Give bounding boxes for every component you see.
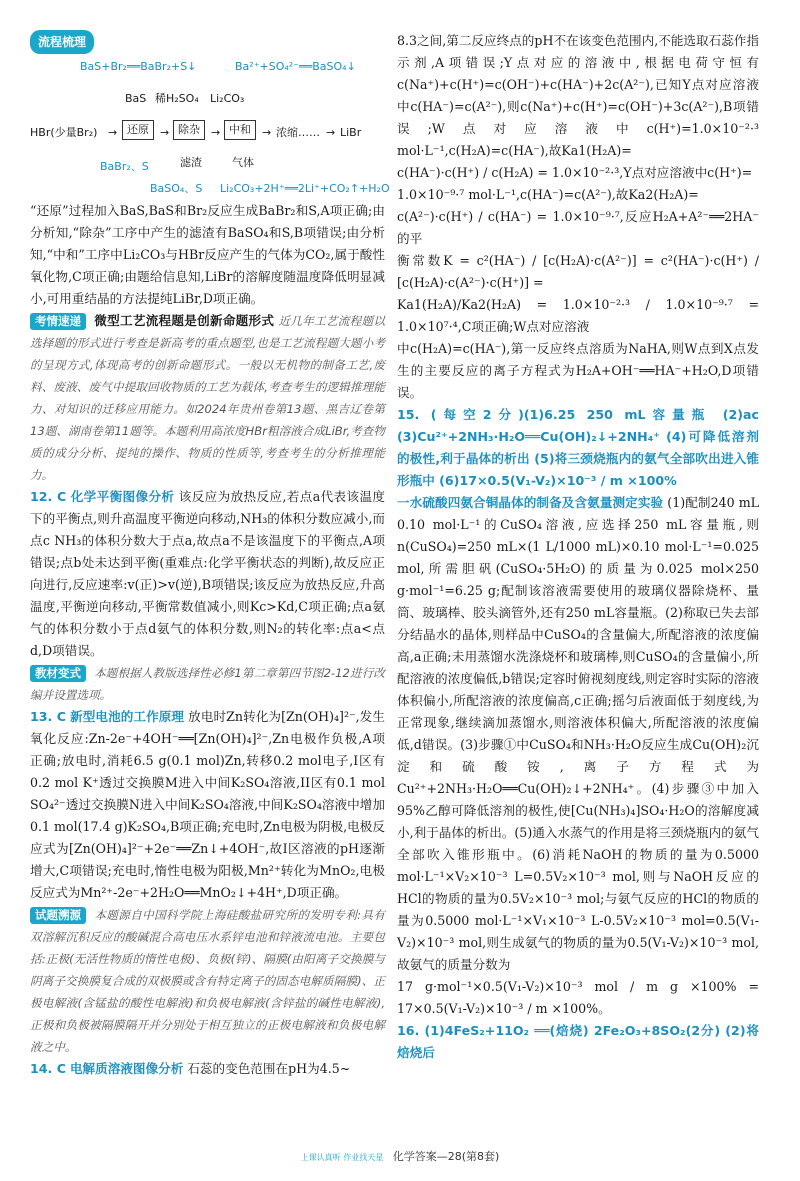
flow-out-babr2: BaBr₂、S bbox=[100, 160, 149, 173]
q15-block bbox=[397, 492, 759, 976]
q14-topic: 电解质溶液图像分析 bbox=[69, 1061, 184, 1076]
flow-out-residue: 滤渣 bbox=[180, 156, 202, 169]
q15-answer: 15. (每空2分)(1)6.25 250 mL容量瓶 (2)ac (3)Cu²⁺+2NH₃·H₂O══Cu(OH)₂↓+2NH₄⁺ (4)可降低溶剂的极性,利于晶体的析出 (5)将三颈烧瓶内的氨气全部吹出进入锥形瓶中 (6)17×0.5(V₁-V₂)×10⁻³ / m ×100% bbox=[397, 407, 759, 488]
textbook-variant-tag: 教材变式 bbox=[30, 665, 86, 682]
source-text: 本题源自中国科学院上海硅酸盐研究所的发明专利:具有双溶解沉积反应的酸碱混合高电压水系锌电池和锌液流电池。主要包括:正极(无活性物质的惰性电极)、负极(锌)、隔膜(由阳离子交换膜与阴离子交换膜复合成的双极膜或含有特定离子的固态电解质隔膜)、正极电解液(含锰盐的酸性电解液)和负极电解液(含锌盐的碱性电解液),正极和负极被隔膜隔开并分别处于相互独立的正极电解液和负极电解液之中。 bbox=[30, 908, 385, 1054]
q13-number: 13. C bbox=[30, 709, 67, 724]
exam-trend-block bbox=[30, 310, 385, 486]
q14-eq-ka2: c(A²⁻)·c(H⁺) / c(HA⁻) = 1.0×10⁻⁹·⁷,反应H₂A+A²⁻══2HA⁻的平 bbox=[397, 209, 759, 246]
q15-topic: 一水硫酸四氨合铜晶体的制备及含氨量测定实验 bbox=[397, 495, 664, 510]
source-tag: 试题溯源 bbox=[30, 907, 86, 924]
footer-page-label: 化学答案—28(第8套) bbox=[392, 1150, 500, 1163]
right-column bbox=[397, 30, 759, 1064]
exam-trend-title: 微型工艺流程题是创新命题形式 bbox=[94, 313, 275, 328]
flow-eq-top-right: Ba²⁺+SO₄²⁻══BaSO₄↓ bbox=[235, 60, 356, 73]
page-footer bbox=[0, 1148, 800, 1164]
textbook-variant-block bbox=[30, 662, 385, 706]
q12-number: 12. C bbox=[30, 489, 67, 504]
flow-step-purify: 除杂 bbox=[173, 120, 205, 140]
flow-product: LiBr bbox=[340, 126, 362, 139]
flow-reagent-h2so4: 稀H₂SO₄ bbox=[155, 92, 199, 105]
flow-reagent-li2co3: Li₂CO₃ bbox=[210, 92, 245, 105]
q14-continued-3: 中c(H₂A)=c(HA⁻),第一反应终点溶质为NaHA,则W点到X点发生的主要反应的离子方程式为H₂A+OH⁻══HA⁻+H₂O,D项错误。 bbox=[397, 341, 759, 400]
source-block bbox=[30, 904, 385, 1058]
q14-eq-ka1: c(HA⁻)·c(H⁺) / c(H₂A) = 1.0×10⁻²·³,Y点对应溶液中c(H⁺)= bbox=[397, 165, 753, 180]
flow-eq-top-left: BaS+Br₂══BaBr₂+S↓ bbox=[80, 60, 197, 73]
flow-step-concentrate: 浓缩…… bbox=[276, 126, 320, 139]
q14-number: 14. C bbox=[30, 1061, 66, 1076]
flowchart: 流程梳理 BaS+Br₂══BaBr₂+S↓ Ba²⁺+SO₄²⁻══BaSO₄↓ BaS 稀H₂SO₄ Li₂CO₃ HBr(少量Br₂) → 还原 → 除杂 → 中和 → 浓缩…… → LiBr BaBr₂、S 滤渣 气体 BaSO₄、S Li₂CO₃+2H⁺══2Li⁺+CO₂↑+H₂O bbox=[30, 30, 385, 200]
left-column bbox=[30, 30, 390, 1080]
exam-trend-tag: 考情速递 bbox=[30, 313, 86, 330]
q14-eq-k: 衡常数K = c²(HA⁻) / [c(H₂A)·c(A²⁻)] = c²(HA⁻)·c(H⁺) / [c(H₂A)·c(A²⁻)·c(H⁺)] = bbox=[397, 253, 759, 290]
flow-eq-bottom: Li₂CO₃+2H⁺══2Li⁺+CO₂↑+H₂O bbox=[220, 182, 390, 195]
brand-logo: 上课认真听 作业找天星 bbox=[300, 1152, 384, 1162]
flow-reagent-bas: BaS bbox=[125, 92, 147, 105]
q14-eq-k-value: Ka1(H₂A)/Ka2(H₂A) = 1.0×10⁻²·³ / 1.0×10⁻⁹·⁷ = 1.0×10⁷·⁴,C项正确;W点对应溶液 bbox=[397, 297, 759, 334]
q13-text: 放电时Zn转化为[Zn(OH)₄]²⁻,发生氧化反应:Zn-2e⁻+4OH⁻══[Zn(OH)₄]²⁻,Zn电极作负极,A项正确;放电时,消耗6.5 g(0.1 mol)Zn,转移0.2 mol电子,I区有0.2 mol K⁺透过交换膜M进入中间K₂SO₄溶液,II区有0.1 mol SO₄²⁻透过交换膜N进入中间K₂SO₄溶液,中间K₂SO₄溶液中增加0.1 mol(17.4 g)K₂SO₄,B项正确;充电时,Zn电极为阴极,电极反应式为[Zn(OH)₄]²⁻+2e⁻══Zn↓+4OH⁻,故I区溶液的pH逐渐增大,C项错误;充电时,惰性电极为阳极,Mn²⁺转化为MnO₂,电极反应式为Mn²⁺-2e⁻+2H₂O══MnO₂↓+4H⁺,D项正确。 bbox=[30, 709, 385, 900]
q12-text: 该反应为放热反应,若点a代表该温度下的平衡点,则升高温度平衡逆向移动,NH₃的体积分数应减小,而点c NH₃的体积分数大于点a,故点a不是该温度下的平衡点,A项错误;点b处未达到平衡(重难点:化学平衡状态的判断),故反应正向进行,反应速率:v(正)>v(逆),B项错误;该反应为放热反应,升高温度,平衡逆向移动,平衡常数值减小,则Kc>Kd,C项正确;点a氨气的体积分数小于点d氨气的体积分数,则N₂的转化率:点a<点d,D项错误。 bbox=[30, 489, 385, 658]
textbook-variant-text: 本题根据人教版选择性必修1第二章第四节图2-12进行改编并设置选项。 bbox=[30, 666, 385, 702]
q15-text: (1)配制240 mL 0.10 mol·L⁻¹的CuSO₄溶液,应选择250 mL容量瓶,则n(CuSO₄)=250 mL×(1 L/1000 mL)×0.10 mol·L⁻¹=0.025 mol,所需胆矾(CuSO₄·5H₂O)的质量为0.025 mol×250 g·mol⁻¹=6.25 g;配制该溶液需要使用的玻璃仪器除烧杯、量筒、玻璃棒、胶头滴管外,还有250 mL容量瓶。(2)称取已失去部分结晶水的晶体,则样品中CuSO₄的含量偏大,所配溶液的浓度偏高,a正确;未用蒸馏水洗涤烧杯和玻璃棒,则CuSO₄的含量偏小,所配溶液的浓度偏低,b错误;定容时俯视刻度线,则定容时实际的溶液体积偏小,所配溶液的浓度偏高,c正确;摇匀后液面低于刻度线,为正常现象,继续滴加蒸馏水,则溶液体积偏大,所配溶液的浓度偏低,d错误。(3)步骤①中CuSO₄和NH₃·H₂O反应生成Cu(OH)₂沉淀和硫酸铵,离子方程式为Cu²⁺+2NH₃·H₂O══Cu(OH)₂↓+2NH₄⁺。(4)步骤③中加入95%乙醇可降低溶剂的极性,使[Cu(NH₃)₄]SO₄·H₂O的溶解度减小,利于晶体的析出。(5)通入水蒸气的作用是将三颈烧瓶内的氨气全部吹入锥形瓶中。(6)消耗NaOH的物质的量为0.5000 mol·L⁻¹×V₂×10⁻³ L=0.5V₂×10⁻³ mol,则与NaOH反应的HCl的物质的量为0.5V₂×10⁻³ mol;与氨气反应的HCl的物质的量为0.5000 mol·L⁻¹×V₁×10⁻³ L-0.5V₂×10⁻³ mol=0.5(V₁-V₂)×10⁻³ mol,则生成氨气的物质的量为0.5(V₁-V₂)×10⁻³ mol,故氨气的质量分数为 bbox=[397, 495, 759, 972]
q14-continued-2: 1.0×10⁻⁹·⁷ mol·L⁻¹,c(HA⁻)=c(A²⁻),故Ka2(H₂A)= bbox=[397, 187, 699, 202]
q14-text: 石蕊的变色范围在pH为4.5~ bbox=[187, 1061, 351, 1076]
q16-answer: 16. (1)4FeS₂+11O₂ ══(焙烧) 2Fe₂O₃+8SO₂(2分) (2)将焙烧后 bbox=[397, 1023, 759, 1060]
q14-block bbox=[30, 1058, 385, 1080]
flowchart-title: 流程梳理 bbox=[30, 30, 94, 54]
q12-topic: 化学平衡图像分析 bbox=[70, 489, 175, 504]
q15-eq-final: 17 g·mol⁻¹×0.5(V₁-V₂)×10⁻³ mol / m g ×100% = 17×0.5(V₁-V₂)×10⁻³ / m ×100%。 bbox=[397, 979, 759, 1016]
q11-explanation: “还原”过程加入BaS,BaS和Br₂反应生成BaBr₂和S,A项正确;由分析知,“除杂”工序中产生的滤渣有BaSO₄和S,B项错误;由分析知,“中和”工序中Li₂CO₃与HBr反应产生的气体为CO₂,属于酸性氧化物,C项正确;由题给信息知,LiBr的溶解度随温度降低明显减小,可用重结晶的方法提纯LiBr,D项正确。 bbox=[30, 203, 385, 306]
q14-continued: 8.3之间,第二反应终点的pH不在该变色范围内,不能选取石蕊作指示剂,A项错误;Y点对应的溶液中,根据电荷守恒有c(Na⁺)+c(H⁺)=c(OH⁻)+c(HA⁻)+2c(A²⁻),已知Y点对应溶液中c(HA⁻)=c(A²⁻),则c(Na⁺)+c(H⁺)=c(OH⁻)+3c(A²⁻),B项错误;W点对应溶液中c(H⁺)=1.0×10⁻²·³ mol·L⁻¹,c(H₂A)=c(HA⁻),故Ka1(H₂A)= bbox=[397, 33, 759, 158]
flow-out-gas: 气体 bbox=[232, 156, 254, 169]
exam-trend-text: 近几年工艺流程题以选择题的形式进行考查是新高考的重点题型,也是工艺流程题大题小考的呈现方式,体现高考的创新命题形式。一般以无机物的制备工艺,废料、废液、废气中提取回收物质的工艺为载体,考查考生的逻辑推理能力、对知识的迁移应用能力。如2024年贵州卷第13题、黑吉辽卷第13题、湖南卷第11题等。本题利用高浓度HBr粗溶液合成LiBr,考查物质的成分分析、提纯的操作、物质的性质等,考查考生的分析推理能力。 bbox=[30, 314, 385, 482]
q13-topic: 新型电池的工作原理 bbox=[70, 709, 185, 724]
flow-out-baso4: BaSO₄、S bbox=[150, 182, 203, 195]
flow-step-reduce: 还原 bbox=[122, 120, 154, 140]
q13-block bbox=[30, 706, 385, 904]
q12-block bbox=[30, 486, 385, 662]
flow-input: HBr(少量Br₂) bbox=[30, 126, 98, 139]
flow-step-neutralize: 中和 bbox=[224, 120, 256, 140]
